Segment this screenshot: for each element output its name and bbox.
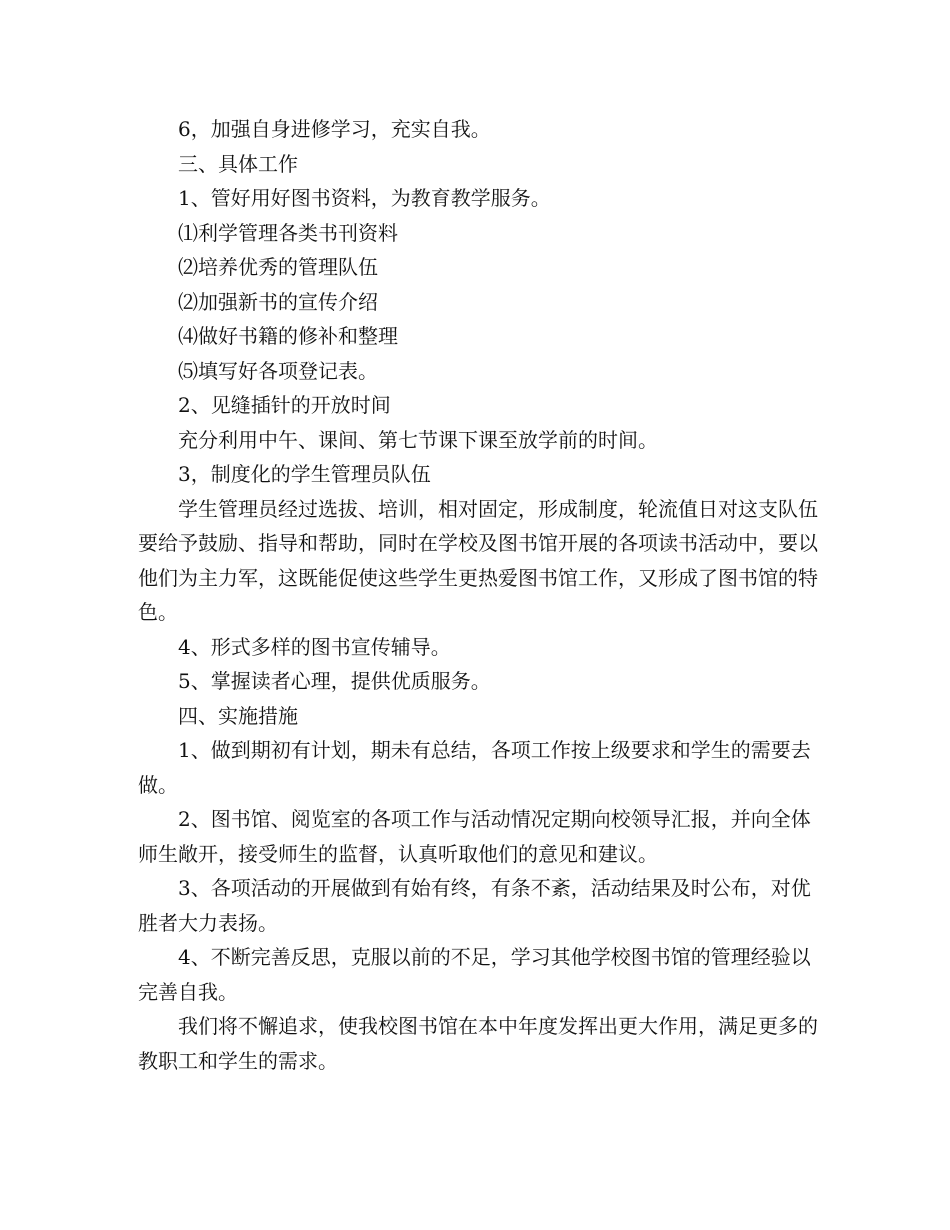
- paragraph-opening-hours: 2、见缝插针的开放时间: [178, 393, 391, 417]
- paragraph-opening-hours-detail: 充分利用中午、课间、第七节课下课至放学前的时间。: [178, 427, 658, 452]
- list-item-manage-periodicals: ⑴利学管理各类书刊资料: [178, 220, 398, 245]
- paragraph-activities: 3、各项活动的开展做到有始有终，有条不紊，活动结果及时公布，对优胜者大力表扬。: [138, 876, 811, 935]
- document-body: [138, 112, 818, 1078]
- list-item-promote-new-books: ⑵加强新书的宣传介绍: [178, 289, 378, 314]
- heading-implementation-measures: 四、实施措施: [178, 703, 298, 728]
- paragraph-quality-service: 5、掌握读者心理，提供优质服务。: [178, 669, 491, 693]
- paragraph-conclusion: 我们将不懈追求，使我校图书馆在本中年度发挥出更大作用，满足更多的教职工和学生的需求。: [138, 1014, 818, 1073]
- heading-specific-work: 三、具体工作: [178, 151, 298, 176]
- paragraph-planning: 1、做到期初有计划，期未有总结，各项工作按上级要求和学生的需要去做。: [138, 738, 811, 797]
- list-item-registration-forms: ⑸填写好各项登记表。: [178, 358, 378, 383]
- list-item-repair-books: ⑷做好书籍的修补和整理: [178, 324, 398, 348]
- paragraph-self-study: 6，加强自身进修学习，充实自我。: [178, 117, 491, 141]
- paragraph-manage-books: 1、管好用好图书资料，为教育教学服务。: [178, 186, 551, 210]
- list-item-train-team: ⑵培养优秀的管理队伍: [178, 255, 378, 279]
- paragraph-reflection: 4、不断完善反思，克服以前的不足，学习其他学校图书馆的管理经验以完善自我。: [138, 945, 811, 1004]
- paragraph-student-staff-detail: 学生管理员经过选拔、培训，相对固定，形成制度，轮流值日对这支队伍要给予鼓励、指导和帮助，同时在学校及图书馆开展的各项读书活动中，要以他们为主力军，这既能促使这些学生更热爱图书馆工作，又形成了图书馆的特色。: [138, 496, 818, 624]
- paragraph-book-promotion: 4、形式多样的图书宣传辅导。: [178, 634, 451, 659]
- paragraph-student-staff: 3，制度化的学生管理员队伍: [178, 462, 431, 486]
- paragraph-reporting: 2、图书馆、阅览室的各项工作与活动情况定期向校领导汇报，并向全体师生敞开，接受师生的监督，认真听取他们的意见和建议。: [138, 807, 811, 866]
